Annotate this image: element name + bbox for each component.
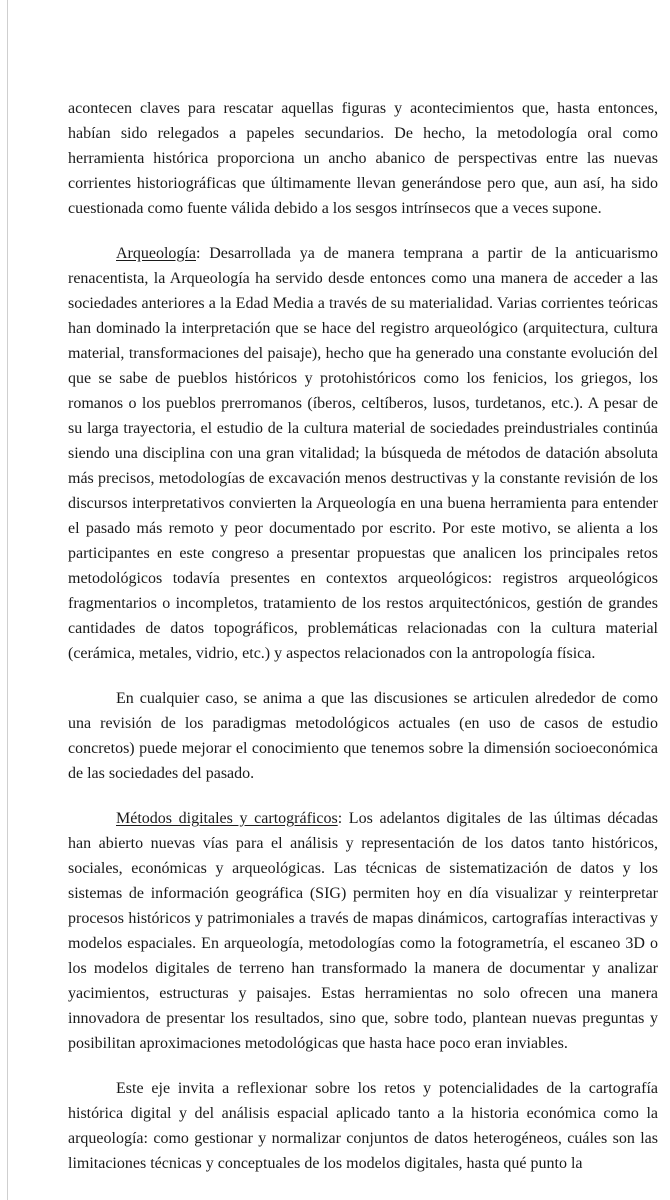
paragraph-arqueologia-body: : Desarrollada ya de manera temprana a partir de la anticuarismo renacentista, la Arqueología ha servido desde entonces como una manera de acceder a las sociedades anteriores a la Edad Media a través de su materialidad. Varias corrientes teóricas han dominado la interpretación que se hace del registro arqueológico (arquitectura, cultura material, transformaciones del paisaje), hecho que ha generado una constante evolución del que se sabe de pueblos históricos y protohistóricos como los fenicios, los griegos, los romanos o los pueblos prerromanos (íberos, celtíberos, lusos, turdetanos, etc.). A pesar de su larga trayectoria, el estudio de la cultura material de sociedades preindustriales continúa siendo una disciplina con una gran vitalidad; la búsqueda de métodos de datación absoluta más precisos, metodologías de excavación menos destructivas y la constante revisión de los discursos interpretativos convierten la Arqueología en una buena herramienta para entender el pasado más remoto y peor documentado por escrito. Por este motivo, se alienta a los participantes en este congreso a presentar propuestas que analicen los principales retos metodológicos todavía presentes en contextos arqueológicos: registros arqueológicos fragmentarios o incompletos, tratamiento de los restos arquitectónicos, gestión de grandes cantidades de datos topográficos, problemáticas relacionadas con la cultura material (cerámica, metales, vidrio, etc.) y aspectos relacionados con la antropología física.	[68, 245, 658, 662]
paragraph-eje-cartografia: Este eje invita a reflexionar sobre los retos y potencialidades de la cartografía histórica digital y del análisis espacial aplicado tanto a la historia económica como la arqueología: como gestionar y normalizar conjuntos de datos heterogéneos, cuáles son las limitaciones técnicas y conceptuales de los modelos digitales, hasta qué punto la	[68, 1080, 658, 1172]
paragraph-metodos-digitales-body: : Los adelantos digitales de las últimas décadas han abierto nuevas vías para el análisis y representación de los datos tanto históricos, sociales, económicas y arqueológicas. Las técnicas de sistematización de datos y los sistemas de información geográfica (SIG) permiten hoy en día visualizar y reinterpretar procesos históricos y patrimoniales a través de mapas dinámicos, cartografías interactivas y modelos espaciales. En arqueología, metodologías como la fotogrametría, el escaneo 3D o los modelos digitales de terreno han transformado la manera de documentar y analizar yacimientos, estructuras y paisajes. Estas herramientas no solo ofrecen una manera innovadora de presentar los resultados, sino que, sobre todo, plantean nuevas preguntas y posibilitan aproximaciones metodológicas que hasta hace poco eran inviables.	[68, 810, 659, 1052]
heading-arqueologia: Arqueología	[116, 245, 196, 262]
page-edge-divider	[7, 0, 8, 1200]
paragraph-discusiones: En cualquier caso, se anima a que las discusiones se articulen alrededor de como una revisión de los paradigmas metodológicos actuales (en uso de casos de estudio concretos) puede mejorar el conocimiento que tenemos sobre la dimensión socioeconómica de las sociedades del pasado.	[68, 690, 658, 782]
paragraph-metodos-digitales	[68, 806, 658, 1056]
paragraph-oral-history: acontecen claves para rescatar aquellas figuras y acontecimientos que, hasta entonces, habían sido relegados a papeles secundarios. De hecho, la metodología oral como herramienta histórica proporciona un ancho abanico de perspectivas entre las nuevas corrientes historiográficas que últimamente llevan generándose pero que, aun así, ha sido cuestionada como fuente válida debido a los sesgos intrínsecos que a veces supone.	[68, 100, 658, 217]
paragraph-arqueologia	[68, 241, 658, 666]
document-body	[68, 96, 658, 1196]
heading-metodos-digitales: Métodos digitales y cartográficos	[116, 810, 338, 827]
